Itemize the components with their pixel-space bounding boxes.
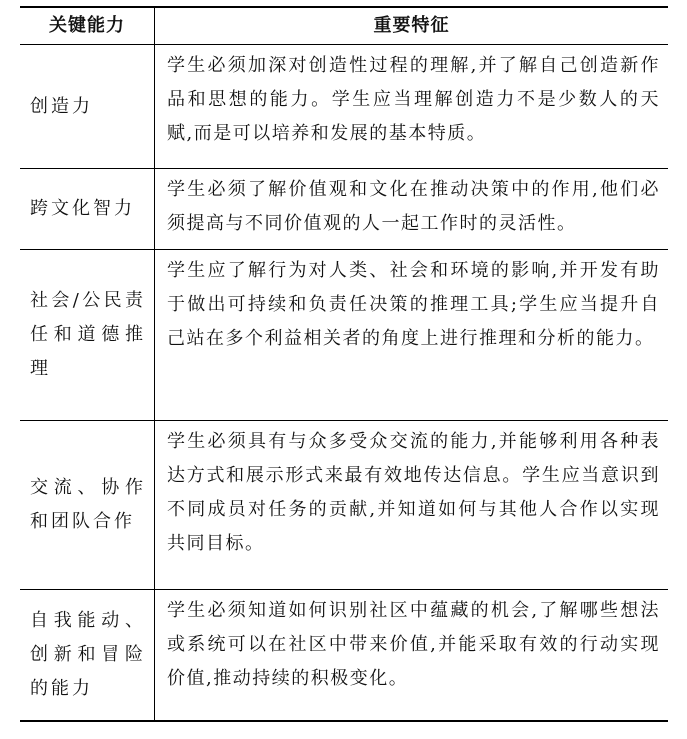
feature-cell: 学生应了解行为对人类、社会和环境的影响,并开发有助于做出可持续和负责任决策的推理工具;学生应当提升自己站在多个利益相关者的角度上进行推理和分析的能力。 xyxy=(167,260,660,349)
table-row xyxy=(20,168,668,249)
table-row xyxy=(20,420,668,589)
table-row xyxy=(20,589,668,720)
table-row xyxy=(20,44,668,168)
feature-cell: 学生必须具有与众多受众交流的能力,并能够利用各种表达方式和展示形式来最有效地传达信息。学生应当意识到不同成员对任务的贡献,并知道如何与其他人合作以实现共同目标。 xyxy=(167,431,660,554)
ability-cell: 社会/公民责任和道德推理 xyxy=(20,250,155,420)
ability-cell: 跨文化智力 xyxy=(20,169,155,249)
feature-cell: 学生必须加深对创造性过程的理解,并了解自己创造新作品和思想的能力。学生应当理解创造力不是少数人的天赋,而是可以培养和发展的基本特质。 xyxy=(167,55,660,144)
feature-cell: 学生必须了解价值观和文化在推动决策中的作用,他们必须提高与不同价值观的人一起工作时的灵活性。 xyxy=(167,179,660,234)
table-header-row xyxy=(20,8,668,44)
header-ability: 关键能力 xyxy=(20,8,155,44)
table-row xyxy=(20,249,668,420)
header-feature: 重要特征 xyxy=(373,15,450,36)
ability-cell: 交流、协作和团队合作 xyxy=(20,421,155,589)
ability-cell: 创造力 xyxy=(20,45,155,168)
abilities-table xyxy=(20,6,668,722)
feature-cell: 学生必须知道如何识别社区中蕴藏的机会,了解哪些想法或系统可以在社区中带来价值,并能采取有效的行动实现价值,推动持续的积极变化。 xyxy=(167,600,660,689)
ability-cell: 自我能动、创新和冒险的能力 xyxy=(20,590,155,720)
